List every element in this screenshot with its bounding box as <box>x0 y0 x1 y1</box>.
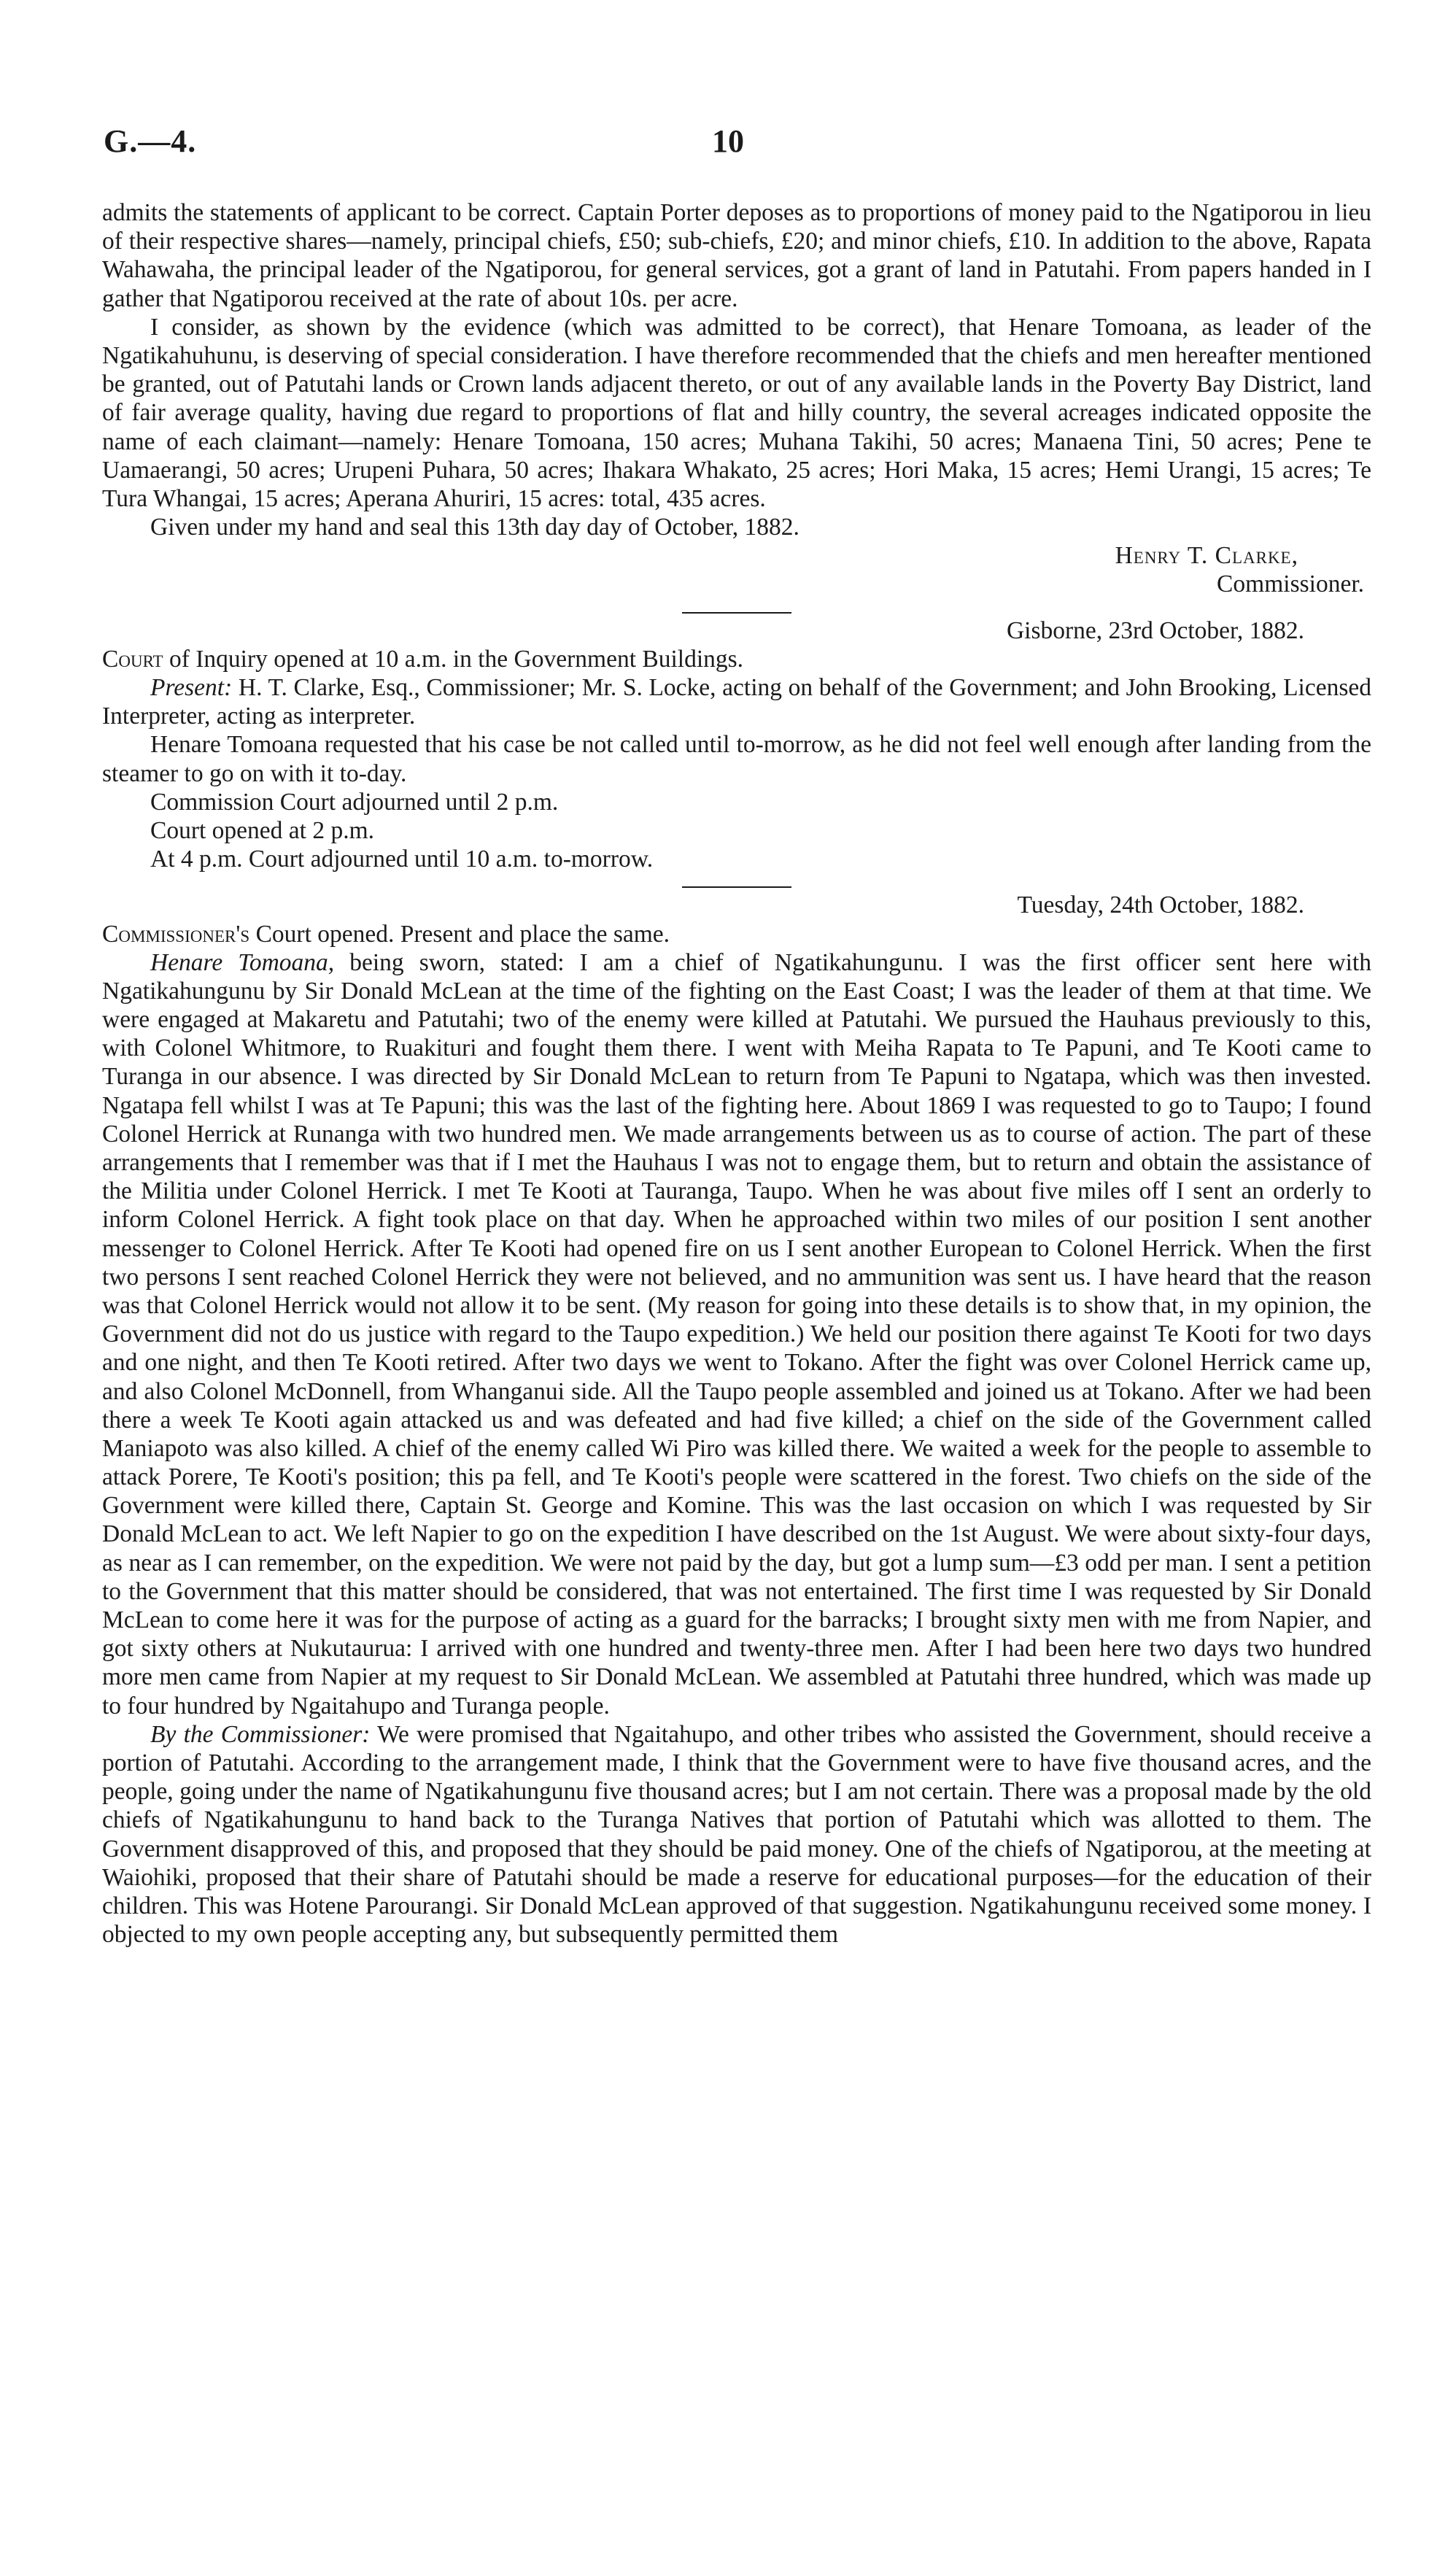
section-divider <box>682 886 791 888</box>
document-reference: G.—4. <box>104 123 197 159</box>
signature-name: Henry T. Clarke, <box>1115 542 1298 570</box>
by-commissioner-paragraph <box>102 1720 1371 1949</box>
given-under-hand: Given under my hand and seal this 13th day day of October, 1882. <box>150 514 799 541</box>
court-opened-text: of Inquiry opened at 10 a.m. in the Government Buildings. <box>163 645 744 673</box>
court-opened-paragraph <box>102 645 1371 673</box>
paragraph-recommendation: I consider, as shown by the evidence (which was admitted to be correct), that Henare Tomoana, as leader of the Ngatikahuhunu, is deserving of special consideration. I have therefore recommended that the chiefs and men hereafter mentioned be granted, out of Patutahi lands or Crown lands adjacent thereto, or out of any available lands in the Poverty Bay District, land of fair average quality, having due regard to proportions of flat and hilly country, the several acreages indicated opposite the name of each claimant—namely: Henare Tomoana, 150 acres; Muhana Takihi, 50 acres; Manaena Tini, 50 acres; Pene te Uamaerangi, 50 acres; Urupeni Puhara, 50 acres; Ihakara Whakato, 25 acres; Hori Maka, 15 acres; Hemi Urangi, 15 acres; Te Tura Whangai, 15 acres; Aperana Ahuriri, 15 acres: total, 435 acres. <box>102 313 1371 512</box>
henare-request-paragraph: Henare Tomoana requested that his case be not called until to-morrow, as he did not feel well enough after landing from the steamer to go on with it to-day. <box>102 731 1371 787</box>
signature-title: Commissioner. <box>1217 570 1364 598</box>
by-commissioner-label: By the Commissioner: <box>150 1720 371 1748</box>
section-divider <box>682 612 791 614</box>
opened-2pm-line: Court opened at 2 p.m. <box>150 816 375 844</box>
adjourned-2pm-line: Commission Court adjourned until 2 p.m. <box>150 788 559 816</box>
commissioner-court-text: Court opened. Present and place the same. <box>249 920 670 948</box>
present-paragraph <box>102 673 1371 730</box>
dateline-tuesday: Tuesday, 24th October, 1882. <box>1017 891 1304 919</box>
document-body <box>102 198 1371 1949</box>
testimony-text: being sworn, stated: I am a chief of Ngatikahungunu. I was the first officer sent here with Ngatikahungunu by Sir Donald McLean at the time of the fighting on the East Coast; I was the leader of them at that time. We were engaged at Makaretu and Patutahi; two of the enemy were killed at Patutahi. We pursued the Hauhaus previously to this, with Colonel Whitmore, to Ruakituri and fought them there. I went with Meiha Rapata to Te Papuni, and Te Kooti came to Turanga in our absence. I was directed by Sir Donald McLean to return from Te Papuni to Ngatapa, which was then invested. Ngatapa fell whilst I was at Te Papuni; this was the last of the fighting here. About 1869 I was requested to go to Taupo; I found Colonel Herrick at Runanga with two hundred men. We made arrangements between us as to course of action. The part of these arrangements that I remember was that if I met the Hauhaus I was not to engage them, but to return and obtain the assistance of the Militia under Colonel Herrick. I met Te Kooti at Tauranga, Taupo. When he was about five miles off I sent an orderly to inform Colonel Herrick. A fight took place on that day. When he approached within two miles of our position I sent another messenger to Colonel Herrick. After Te Kooti had opened fire on us I sent another European to Colonel Herrick. When the first two persons I sent reached Colonel Herrick they were not believed, and no ammunition was sent us. I have heard that the reason was that Colonel Herrick would not allow it to be sent. (My reason for going into these details is to show that, in my opinion, the Government did not do us justice with regard to the Taupo expedition.) We held our position there against Te Kooti for two days and one night, and then Te Kooti retired. After two days we went to Tokano. After the fight was over Colonel Herrick came up, and also Colonel McDonnell, from Whanganui side. All the Taupo people assembled and joined us at Tokano. After we had been there a week Te Kooti again attacked us and was defeated and had five killed; a chief on the side of the Government called Maniapoto was also killed. A chief of the enemy called Wi Piro was killed there. We waited a week for the people to assemble to attack Porere, Te Kooti's position; this pa fell, and Te Kooti's people were scattered in the forest. Two chiefs on the side of the Government were killed there, Captain St. George and Komine. This was the last occasion on which I was requested by Sir Donald McLean to act. We left Napier to go on the expedition I have described on the 1st August. We were about sixty-four days, as near as I can remember, on the expedition. We were not paid by the day, but got a lump sum—£3 odd per man. I sent a petition to the Government that this matter should be considered, that was not entertained. The first time I was requested by Sir Donald McLean to come here it was for the purpose of acting as a guard for the barracks; I brought sixty men with me from Napier, and got sixty others at Nukutaurua: I arrived with one hundred and twenty-three men. After I had been here two days two hundred more men came from Napier at my request to Sir Donald McLean. We assembled at Patutahi three hundred, which was made up to four hundred by Ngaitahupo and Turanga people. <box>102 948 1371 1720</box>
page-header <box>104 123 1352 166</box>
present-text: H. T. Clarke, Esq., Commissioner; Mr. S. Locke, acting on behalf of the Government; and John Brooking, Licensed Interpreter, acting as interpreter. <box>102 674 1371 730</box>
commissioner-court-paragraph <box>102 920 1371 948</box>
commissioner-lead-word: Commissioner's <box>102 920 250 948</box>
testimony-paragraph <box>102 948 1371 1720</box>
dateline-gisborne: Gisborne, 23rd October, 1882. <box>1006 616 1304 644</box>
paragraph-continuation: admits the statements of applicant to be correct. Captain Porter deposes as to proportions of money paid to the Ngatiporou in lieu of their respective shares—namely, principal chiefs, £50; sub-chiefs, £20; and minor chiefs, £10. In addition to the above, Rapata Wahawaha, the principal leader of the Ngatiporou, for general services, got a grant of land in Patutahi. From papers handed in I gather that Ngatiporou received at the rate of about 10s. per acre. <box>102 199 1371 312</box>
adjourned-4pm-line: At 4 p.m. Court adjourned until 10 a.m. to-morrow. <box>150 846 654 873</box>
page-number: 10 <box>712 123 744 159</box>
present-label: Present: <box>150 674 233 701</box>
witness-name: Henare Tomoana, <box>150 948 335 976</box>
by-commissioner-text: We were promised that Ngaitahupo, and other tribes who assisted the Government, should receive a portion of Patutahi. According to the arrangement made, I think that the Government were to have five thousand acres, and the people, going under the name of Ngatikahungunu five thousand acres; but I am not certain. There was a proposal made by the old chiefs of Ngatikahungunu to hand back to the Turanga Natives that portion of Patutahi which was allotted to them. The Government disapproved of this, and proposed that they should be paid money. One of the chiefs of Ngatiporou, at the meeting at Waiohiki, proposed that their share of Patutahi should be made a reserve for educational purposes—for the education of their children. This was Hotene Parourangi. Sir Donald McLean approved of that suggestion. Ngatikahungunu received some money. I objected to my own people accepting any, but subsequently permitted them <box>102 1720 1371 1949</box>
court-lead-word: Court <box>102 645 163 673</box>
